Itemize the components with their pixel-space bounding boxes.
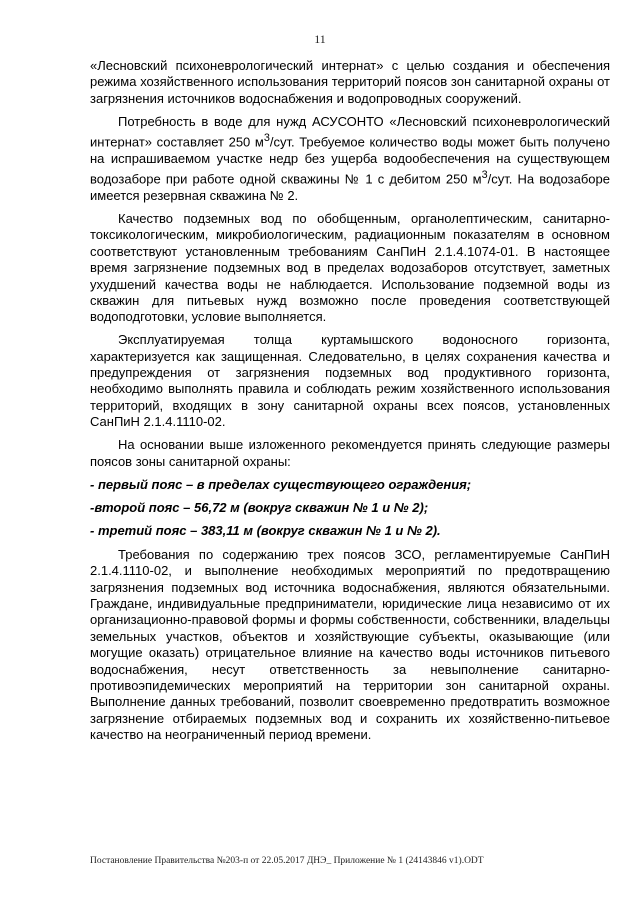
- water-demand-text-2: /сут. Требуемое количество воды может быть получено на испрашиваемом участке недр без ущерба водообеспечения на существующем водозаборе при работе одной скважины № 1 с дебитом 250 м: [90, 134, 610, 187]
- paragraph-intro-continuation: «Лесновский психоневрологический интернат» с целью создания и обеспечения режима хозяйственного использования территорий поясов зон санитарной охраны от загрязнения источников водоснабжения и водопроводных сооружений.: [90, 58, 610, 106]
- water-demand-text-3: /сут. На водозаборе имеется резервная скважина № 2.: [90, 171, 611, 203]
- document-body: [90, 58, 610, 750]
- zone-belt-first: - первый пояс – в пределах существующего ограждения;: [90, 476, 472, 492]
- paragraph-aquifer: Эксплуатируемая толща куртамышского водоносного горизонта, характеризуется как защищенная. Следовательно, в целях сохранения качества и предупреждения от загрязнения подземных вод продуктивного горизонта, необходимо выполнять правила и соблюдать режим хозяйственного использования территорий, входящих в зону санитарной охраны всех поясов, установленных СанПиН 2.1.4.1110-02.: [90, 332, 610, 430]
- paragraph-water-quality: Качество подземных вод по обобщенным, органолептическим, санитарно-токсикологическим, микробиологическим, радиационным показателям в основном соответствуют установленным требованиям СанПиН 2.1.4.1074-01. В настоящее время загрязнение подземных вод в пределах водозаборов отсутствует, заметных ухудшений качества воды не наблюдается. Использование подземной воды из скважин для питьевых нужд возможно после проведения соответствующей водоподготовки, условие выполняется.: [90, 210, 610, 325]
- paragraph-requirements: Требования по содержанию трех поясов ЗСО, регламентируемые СанПиН 2.1.4.1110-02, и выполнение необходимых мероприятий по предотвращению загрязнения подземных вод источника водоснабжения, являются обязательными. Граждане, индивидуальные предприниматели, юридические лица независимо от их организационно-правовой формы и формы собственности, собственники, владельцы земельных участков, объектов и хозяйствующие субъекты, оказывающие (или могущие оказать) отрицательное влияние на качество воды источников питьевого водоснабжения, несут ответственность за невыполнение санитарно-противоэпидемических мероприятий на территории зон санитарной охраны. Выполнение данных требований, позволит своевременно предотвратить возможное загрязнение отбираемых подземных вод и сохранить их хозяйственно-питьевое качество на неограниченный период времени.: [90, 546, 610, 743]
- paragraph-recommendation: На основании выше изложенного рекомендуется принять следующие размеры поясов зоны санитарной охраны:: [90, 437, 610, 469]
- page-footer: Постановление Правительства №203-п от 22.05.2017 ДНЭ_ Приложение № 1 (24143846 v1).ODT: [90, 856, 484, 866]
- superscript-3: 3: [263, 132, 270, 145]
- zone-belt-second: -второй пояс – 56,72 м (вокруг скважин № 1 и № 2);: [90, 499, 429, 515]
- water-demand-text-1: Потребность в воде для нужд АСУСОНТО «Лесновский психоневрологический интернат» составляет 250 м: [90, 113, 610, 150]
- superscript-3: 3: [481, 169, 488, 182]
- paragraph-water-demand: [90, 114, 610, 205]
- zone-belt-third: - третий пояс – 383,11 м (вокруг скважин № 1 и № 2).: [90, 523, 441, 539]
- page-number: 11: [314, 32, 326, 46]
